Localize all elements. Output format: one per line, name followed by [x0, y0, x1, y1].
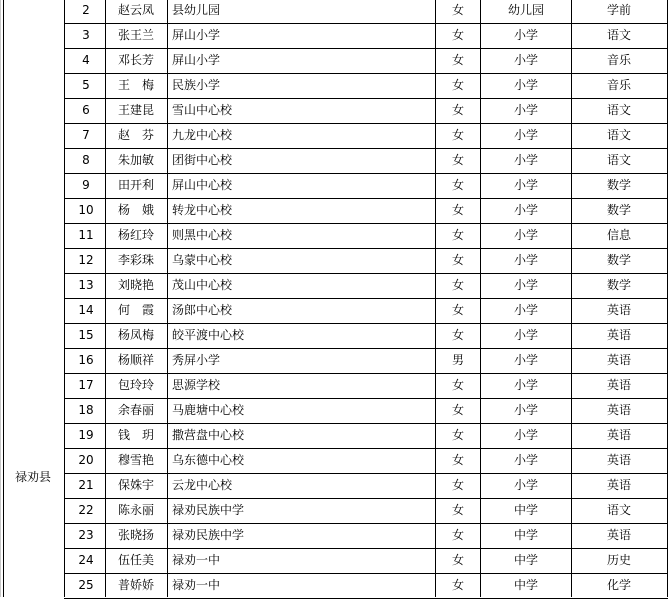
- cell-school[interactable]: 皎平渡中心校: [172, 328, 245, 342]
- cell-name[interactable]: 李彩珠: [117, 253, 154, 267]
- cell-name[interactable]: 邓长芳: [117, 53, 154, 67]
- cell-school[interactable]: 云龙中心校: [172, 478, 233, 492]
- cell-school[interactable]: 屏山中心校: [172, 178, 233, 192]
- cell-name[interactable]: 何 霞: [117, 303, 154, 317]
- cell-gender[interactable]: 女: [451, 403, 464, 417]
- cell-school[interactable]: 乌东德中心校: [172, 453, 245, 467]
- cell-name[interactable]: 王建昆: [117, 103, 154, 117]
- cell-level[interactable]: 中学: [513, 578, 538, 592]
- cell-level[interactable]: 小学: [513, 353, 538, 367]
- cell-subject[interactable]: 语文: [606, 28, 631, 42]
- cell-gender[interactable]: 女: [451, 453, 464, 467]
- cell-subject[interactable]: 英语: [606, 378, 631, 392]
- cell-level[interactable]: 小学: [513, 203, 538, 217]
- cell-gender[interactable]: 女: [451, 78, 464, 92]
- cell-subject[interactable]: 信息: [606, 228, 631, 242]
- cell-subject[interactable]: 英语: [606, 528, 631, 542]
- cell-no[interactable]: 16: [78, 353, 94, 367]
- cell-level[interactable]: 小学: [513, 453, 538, 467]
- cell-school[interactable]: 民族小学: [172, 78, 221, 92]
- cell-name[interactable]: 穆雪艳: [117, 453, 154, 467]
- cell-level[interactable]: 小学: [513, 178, 538, 192]
- cell-name[interactable]: 钱 玥: [117, 428, 154, 442]
- cell-level[interactable]: 小学: [513, 128, 538, 142]
- cell-level[interactable]: 小学: [513, 278, 538, 292]
- cell-subject[interactable]: 英语: [606, 428, 631, 442]
- cell-gender[interactable]: 女: [451, 278, 464, 292]
- cell-no[interactable]: 12: [78, 253, 94, 267]
- cell-subject[interactable]: 语文: [606, 128, 631, 142]
- cell-name[interactable]: 伍任美: [117, 553, 154, 567]
- cell-no[interactable]: 7: [82, 128, 90, 142]
- cell-gender[interactable]: 女: [451, 28, 464, 42]
- cell-name[interactable]: 王 梅: [117, 78, 154, 92]
- cell-no[interactable]: 4: [82, 53, 90, 67]
- cell-gender[interactable]: 女: [451, 103, 464, 117]
- cell-level[interactable]: 中学: [513, 553, 538, 567]
- cell-no[interactable]: 22: [78, 503, 94, 517]
- cell-level[interactable]: 小学: [513, 378, 538, 392]
- cell-name[interactable]: 保姝宇: [117, 478, 154, 492]
- cell-no[interactable]: 6: [82, 103, 90, 117]
- cell-school[interactable]: 乌蒙中心校: [172, 253, 233, 267]
- cell-level[interactable]: 小学: [513, 403, 538, 417]
- cell-no[interactable]: 23: [78, 528, 94, 542]
- cell-subject[interactable]: 历史: [606, 553, 631, 567]
- cell-no[interactable]: 9: [82, 178, 90, 192]
- cell-no[interactable]: 14: [78, 303, 94, 317]
- cell-gender[interactable]: 女: [451, 528, 464, 542]
- cell-no[interactable]: 25: [78, 578, 94, 592]
- cell-no[interactable]: 5: [82, 78, 90, 92]
- county-cell[interactable]: 禄劝县: [14, 470, 51, 484]
- cell-level[interactable]: 小学: [513, 53, 538, 67]
- cell-name[interactable]: 张王兰: [117, 28, 154, 42]
- cell-gender[interactable]: 女: [451, 478, 464, 492]
- cell-gender[interactable]: 女: [451, 3, 464, 17]
- cell-name[interactable]: 杨凤梅: [117, 328, 154, 342]
- cell-school[interactable]: 禄劝民族中学: [172, 528, 245, 542]
- cell-subject[interactable]: 英语: [606, 478, 631, 492]
- cell-name[interactable]: 杨 娥: [117, 203, 154, 217]
- cell-gender[interactable]: 女: [451, 328, 464, 342]
- cell-school[interactable]: 雪山中心校: [172, 103, 233, 117]
- cell-no[interactable]: 3: [82, 28, 90, 42]
- cell-level[interactable]: 小学: [513, 228, 538, 242]
- cell-subject[interactable]: 音乐: [606, 53, 631, 67]
- cell-subject[interactable]: 英语: [606, 403, 631, 417]
- cell-gender[interactable]: 女: [451, 153, 464, 167]
- cell-subject[interactable]: 数学: [606, 278, 631, 292]
- cell-name[interactable]: 张晓扬: [117, 528, 154, 542]
- cell-gender[interactable]: 女: [451, 303, 464, 317]
- cell-no[interactable]: 10: [78, 203, 94, 217]
- cell-gender[interactable]: 女: [451, 228, 464, 242]
- cell-level[interactable]: 小学: [513, 153, 538, 167]
- cell-school[interactable]: 马鹿塘中心校: [172, 403, 245, 417]
- cell-level[interactable]: 小学: [513, 28, 538, 42]
- cell-school[interactable]: 禄劝民族中学: [172, 503, 245, 517]
- column-divider: [0, 0, 1, 597]
- cell-school[interactable]: 禄劝一中: [172, 578, 221, 592]
- cell-school[interactable]: 屏山小学: [172, 53, 221, 67]
- cell-subject[interactable]: 化学: [606, 578, 631, 592]
- cell-gender[interactable]: 女: [451, 178, 464, 192]
- cell-gender[interactable]: 女: [451, 428, 464, 442]
- cell-name[interactable]: 赵云凤: [117, 3, 154, 17]
- cell-subject[interactable]: 数学: [606, 203, 631, 217]
- cell-gender[interactable]: 女: [451, 578, 464, 592]
- cell-level[interactable]: 小学: [513, 428, 538, 442]
- cell-name[interactable]: 陈永丽: [117, 503, 154, 517]
- cell-no[interactable]: 19: [78, 428, 94, 442]
- cell-name[interactable]: 普娇娇: [117, 578, 154, 592]
- cell-subject[interactable]: 语文: [606, 103, 631, 117]
- cell-school[interactable]: 禄劝一中: [172, 553, 221, 567]
- cell-subject[interactable]: 数学: [606, 253, 631, 267]
- cell-name[interactable]: 朱加敏: [117, 153, 154, 167]
- cell-no[interactable]: 17: [78, 378, 94, 392]
- cell-subject[interactable]: 数学: [606, 178, 631, 192]
- cell-level[interactable]: 小学: [513, 103, 538, 117]
- cell-school[interactable]: 屏山小学: [172, 28, 221, 42]
- cell-no[interactable]: 11: [78, 228, 94, 242]
- cell-school[interactable]: 则黑中心校: [172, 228, 233, 242]
- cell-subject[interactable]: 语文: [606, 153, 631, 167]
- cell-school[interactable]: 团街中心校: [172, 153, 233, 167]
- cell-school[interactable]: 茂山中心校: [172, 278, 233, 292]
- cell-gender[interactable]: 女: [451, 128, 464, 142]
- cell-level[interactable]: 小学: [513, 328, 538, 342]
- cell-level[interactable]: 小学: [513, 478, 538, 492]
- cell-school[interactable]: 思源学校: [172, 378, 221, 392]
- cell-name[interactable]: 杨顺祥: [117, 353, 154, 367]
- cell-subject[interactable]: 语文: [606, 503, 631, 517]
- cell-gender[interactable]: 女: [451, 553, 464, 567]
- cell-name[interactable]: 包玲玲: [117, 378, 154, 392]
- cell-name[interactable]: 赵 芬: [117, 128, 154, 142]
- cell-level[interactable]: 幼儿园: [507, 3, 544, 17]
- cell-level[interactable]: 小学: [513, 303, 538, 317]
- cell-name[interactable]: 刘晓艳: [117, 278, 154, 292]
- cell-level[interactable]: 中学: [513, 528, 538, 542]
- cell-subject[interactable]: 英语: [606, 353, 631, 367]
- cell-name[interactable]: 余春丽: [117, 403, 154, 417]
- cell-level[interactable]: 小学: [513, 253, 538, 267]
- cell-no[interactable]: 18: [78, 403, 94, 417]
- cell-level[interactable]: 小学: [513, 78, 538, 92]
- cell-subject[interactable]: 音乐: [606, 78, 631, 92]
- cell-school[interactable]: 撒营盘中心校: [172, 428, 245, 442]
- cell-no[interactable]: 13: [78, 278, 94, 292]
- cell-no[interactable]: 21: [78, 478, 94, 492]
- cell-school[interactable]: 九龙中心校: [172, 128, 233, 142]
- cell-subject[interactable]: 学前: [606, 3, 631, 17]
- cell-gender[interactable]: 女: [451, 203, 464, 217]
- cell-gender[interactable]: 女: [451, 53, 464, 67]
- cell-no[interactable]: 8: [82, 153, 90, 167]
- cell-level[interactable]: 中学: [513, 503, 538, 517]
- cell-no[interactable]: 24: [78, 553, 94, 567]
- cell-gender[interactable]: 女: [451, 378, 464, 392]
- cell-school[interactable]: 汤郎中心校: [172, 303, 233, 317]
- cell-no[interactable]: 2: [82, 3, 90, 17]
- column-divider: [3, 0, 4, 597]
- cell-no[interactable]: 15: [78, 328, 94, 342]
- cell-school[interactable]: 县幼儿园: [172, 3, 221, 17]
- cell-subject[interactable]: 英语: [606, 453, 631, 467]
- cell-gender[interactable]: 男: [451, 353, 464, 367]
- cell-school[interactable]: 转龙中心校: [172, 203, 233, 217]
- cell-name[interactable]: 田开利: [117, 178, 154, 192]
- cell-school[interactable]: 秀屏小学: [172, 353, 221, 367]
- cell-gender[interactable]: 女: [451, 503, 464, 517]
- cell-gender[interactable]: 女: [451, 253, 464, 267]
- cell-subject[interactable]: 英语: [606, 303, 631, 317]
- cell-no[interactable]: 20: [78, 453, 94, 467]
- cell-name[interactable]: 杨红玲: [117, 228, 154, 242]
- cell-subject[interactable]: 英语: [606, 328, 631, 342]
